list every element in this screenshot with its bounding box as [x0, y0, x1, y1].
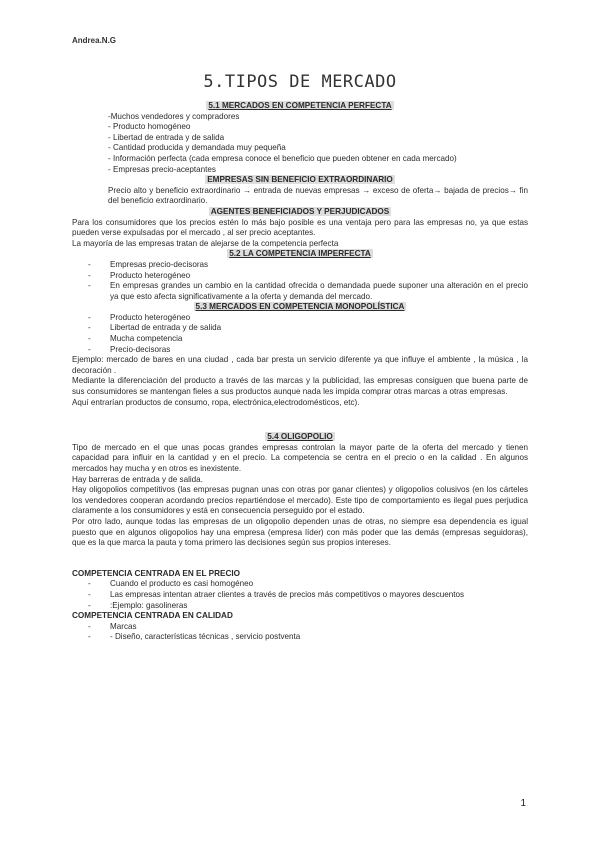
section-heading-5-4: 5.4 OLIGOPOLIO — [267, 432, 333, 442]
document-body — [72, 101, 528, 643]
section-heading-5-1: 5.1 MERCADOS EN COMPETENCIA PERFECTA — [208, 101, 392, 110]
list-item: - Libertad de entrada y de salida — [108, 132, 225, 142]
list-item: - Producto heterogéneo — [72, 271, 528, 282]
section-heading-5-2: 5.2 LA COMPETENCIA IMPERFECTA — [229, 249, 371, 259]
section-heading-5-3: 5.3 MERCADOS EN COMPETENCIA MONOPOLÍSTICA — [195, 302, 405, 312]
heading-quality-competition: COMPETENCIA CENTRADA EN CALIDAD — [72, 611, 233, 621]
paragraph-leader: Por otro lado, aunque todas las empresas de un oligopolio dependen unas de otras, no siempre esa dependencia es igual puesto que en algunos oligopolios hay una empresa (empresa líder) con más poder que las demás (empresas seguidoras), que es la que marca la pauta y toma primero las decisiones según sus propios intereses. — [72, 516, 528, 548]
subheading-agents: AGENTES BENEFICIADOS Y PERJUDICADOS — [210, 206, 390, 216]
paragraph-example-bars: Ejemplo: mercado de bares en una ciudad , cada bar presta un servicio diferente ya que influye el ambiente , la música , la decoración . — [72, 355, 528, 375]
list-item: - Cuando el producto es casi homogéneo — [72, 579, 528, 590]
paragraph-oligopoly-types: Hay oligopolios competitivos (las empresas pugnan unas con otras por ganar clientes) y oligopolios colusivos (en los cárteles los vendedores cooperan acordando precios repartiéndose el mercado). Este tipo de comportamiento es ilegal pues perjudica claramente a los consumidores y está en consecuencia perseguido por el estado. — [72, 485, 528, 516]
list-price-competition — [72, 579, 528, 611]
list-item: - Producto heterogéneo — [72, 313, 528, 324]
list-item: - - Diseño, características técnicas , servicio postventa — [72, 632, 528, 643]
paragraph-differentiation: Mediante la diferenciación del producto a través de las marcas y la publicidad, las empresas consiguen que buena parte de sus consumidores se mantengan fieles a sus productos aunque nada les impida comprar otras marcas a otras empresas. — [72, 376, 528, 397]
paragraph-oligopoly-def: Tipo de mercado en el que unas pocas grandes empresas controlan la mayor parte de la oferta del mercado y tienen capacidad para influir en la cantidad y en el precio. La competencia se centra en el precio o en la calidad . En algunos mercados hay mucha y en otros es inexistente. — [72, 442, 528, 473]
subheading-no-profit: EMPRESAS SIN BENEFICIO EXTRAORDINARIO — [207, 175, 393, 185]
author-name: Andrea.N.G — [72, 36, 117, 45]
paragraph-consumers: Para los consumidores que los precios estén lo más bajo posible es una ventaja pero para las empresas no, ya que estas pueden verse expulsadas por el mercado , al ser precio aceptantes. — [72, 217, 528, 238]
list-monopolistic — [72, 313, 528, 355]
list-item: - Libertad de entrada y de salida — [72, 323, 528, 334]
paragraph-majority: La mayoría de las empresas tratan de alejarse de la competencia perfecta — [72, 238, 339, 248]
page-number: 1 — [520, 798, 526, 809]
list-item: - :Ejemplo: gasolineras — [72, 601, 528, 612]
list-item: - Empresas precio-aceptantes — [108, 164, 216, 174]
list-item: - Marcas — [72, 622, 528, 633]
list-imperfect-competition — [72, 260, 528, 302]
list-item: - Información perfecta (cada empresa conoce el beneficio que pueden obtener en cada mercado) — [108, 153, 457, 163]
list-item: - Producto homogéneo — [108, 122, 191, 132]
paragraph-products: Aquí entrarían productos de consumo, ropa, electrónica,electrodomésticos, etc). — [72, 397, 360, 407]
list-item: - Precio-decisoras — [72, 345, 528, 356]
heading-price-competition: COMPETENCIA CENTRADA EN EL PRECIO — [72, 568, 241, 578]
list-item: - Cantidad producida y demandada muy pequeña — [108, 143, 286, 153]
list-item: - Mucha competencia — [72, 334, 528, 345]
page-title: 5.TIPOS DE MERCADO — [203, 72, 397, 92]
list-item: - Empresas precio-decisoras — [72, 260, 528, 271]
list-item: - En empresas grandes un cambio en la cantidad ofrecida o demandada puede suponer una alteración en el precio ya que esto afecta significativamente a la oferta y demanda del mercado. — [72, 281, 528, 302]
list-item: - Las empresas intentan atraer clientes a través de precios más competitivos o mayores descuentos — [72, 590, 528, 601]
paragraph-no-profit: Precio alto y beneficio extraordinario → entrada de nuevas empresas → exceso de oferta→ bajada de precios→ fin del beneficio extraordinario. — [108, 185, 528, 206]
list-item: -Muchos vendedores y compradores — [108, 111, 240, 121]
list-quality-competition — [72, 622, 528, 643]
paragraph-barriers: Hay barreras de entrada y de salida. — [72, 474, 203, 484]
list-perfect-competition — [72, 112, 528, 176]
